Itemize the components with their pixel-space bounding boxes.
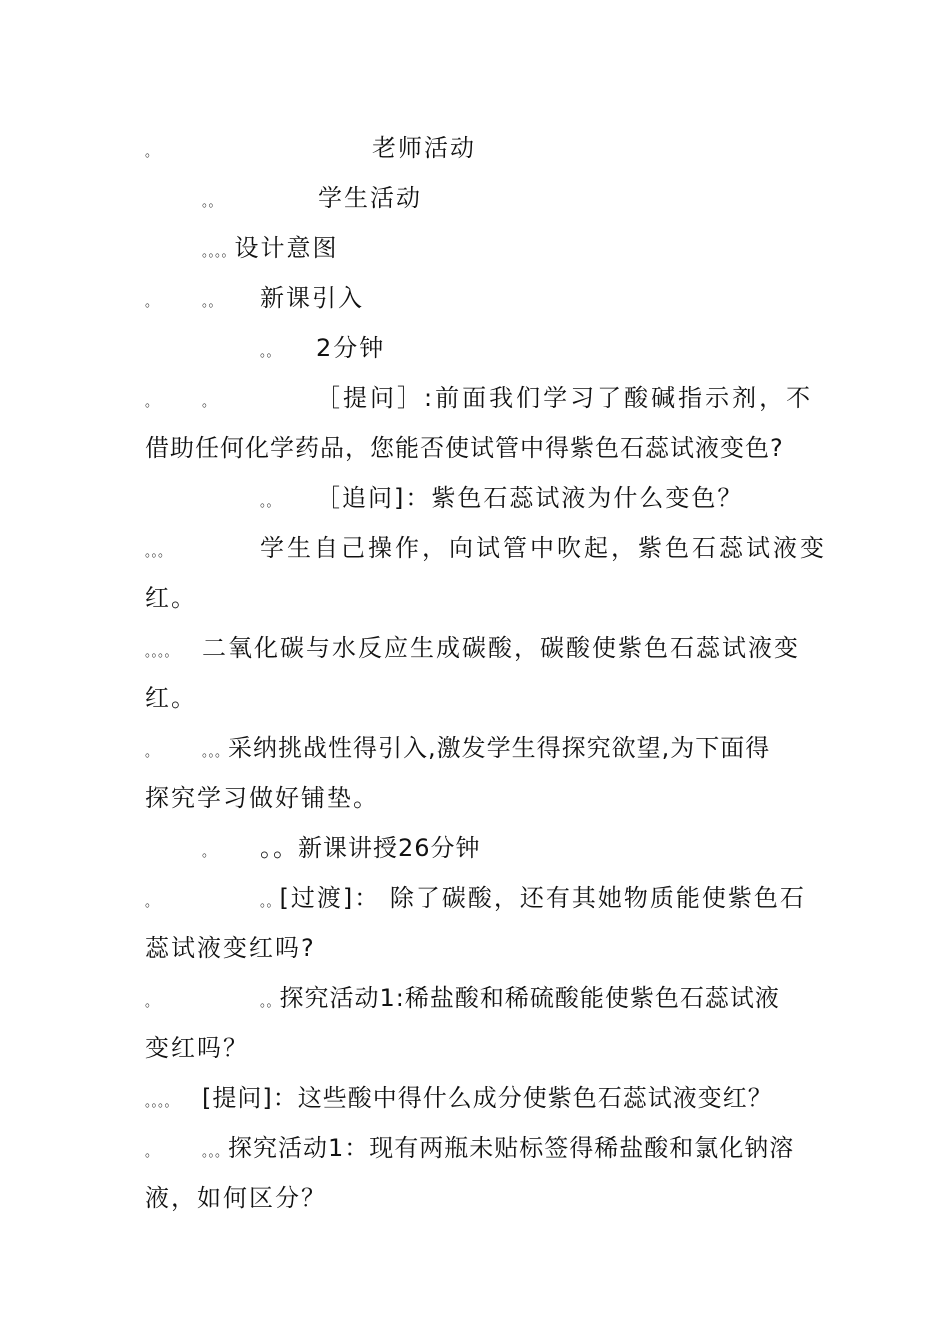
inquiry-activity-1-line-1 xyxy=(260,983,780,1018)
line-text: 液，如何区分？ xyxy=(145,1184,327,1212)
co2-explanation-line-2 xyxy=(145,683,197,713)
line-text: 蕊试液变红吗? xyxy=(145,934,316,962)
line-7-marks xyxy=(260,483,280,518)
question-paragraph-line-2 xyxy=(145,433,784,463)
inquiry-activity-1-line-2 xyxy=(145,1033,249,1063)
heading-student-activity xyxy=(318,183,422,213)
line-text: ［提问］:前面我们学习了酸碱指示剂，不 xyxy=(316,384,814,412)
line-text: 变红吗？ xyxy=(145,1034,249,1062)
line-text: 采纳挑战性得引入,激发学生得探究欲望,为下面得 xyxy=(228,734,771,762)
design-intent-line-2 xyxy=(145,783,379,813)
acid-component-question xyxy=(202,1083,773,1113)
line-14-marks xyxy=(202,833,215,868)
transition-line-1 xyxy=(260,883,806,918)
marks: 。。 xyxy=(260,495,280,510)
transition-line-2 xyxy=(145,933,316,963)
line-10-marks xyxy=(145,633,178,668)
marks: 。。。。 xyxy=(145,1095,178,1110)
marks: 。。 xyxy=(260,995,280,1010)
line-4-marks xyxy=(260,333,280,368)
marks: 。 xyxy=(145,995,159,1010)
line-text: [过渡]： 除了碳酸，还有其她物质能使紫色石 xyxy=(279,884,806,912)
line-text: 新课引入 xyxy=(260,284,364,312)
line-text: 设计意图 xyxy=(234,234,339,262)
co2-explanation-line-1 xyxy=(202,633,800,663)
line-text: 红。 xyxy=(145,684,197,712)
follow-up-question xyxy=(316,483,743,513)
line-20-marks-a xyxy=(145,1133,158,1168)
line-text: 红。 xyxy=(145,584,197,612)
line-text: 借助任何化学药品，您能否使试管中得紫色石蕊试液变色? xyxy=(145,434,784,462)
heading-new-lesson-intro xyxy=(260,283,364,313)
marks: 。。 xyxy=(260,895,280,910)
line-text: 学生活动 xyxy=(318,184,422,212)
line-15-marks xyxy=(145,883,158,918)
line-text: ［追问]：紫色石蕊试液为什么变色？ xyxy=(316,484,744,512)
line-1-marks xyxy=(202,183,222,218)
marks: 。。 xyxy=(202,195,222,210)
marks: 。 xyxy=(202,845,216,860)
line-8-marks xyxy=(145,533,171,568)
student-operation-line-1 xyxy=(260,533,827,563)
marks: 。 xyxy=(145,145,159,160)
line-3-marks-b xyxy=(202,283,222,318)
line-text: 二氧化碳与水反应生成碳酸，碳酸使紫色石蕊试液变 xyxy=(202,634,800,662)
marks: 。。 xyxy=(202,295,222,310)
inquiry-activity-2-line-1 xyxy=(202,1133,794,1168)
marks: 。。。 xyxy=(202,1145,229,1160)
line-text: 探究活动1：现有两瓶未贴标签得稀盐酸和氯化钠溶 xyxy=(228,1134,795,1162)
marks: 。。。。 xyxy=(145,645,178,660)
line-text: [提问]：这些酸中得什么成分使紫色石蕊试液变红？ xyxy=(202,1084,773,1112)
line-3-marks-a xyxy=(145,283,158,318)
marks: 。 xyxy=(145,745,159,760)
marks: 。 xyxy=(145,1145,159,1160)
line-5-marks-b xyxy=(202,383,215,418)
line-17-marks xyxy=(145,983,158,1018)
heading-teacher-activity xyxy=(372,133,476,163)
student-operation-line-2 xyxy=(145,583,197,613)
marks: 。。。。 xyxy=(202,245,235,260)
line-text: 。。新课讲授26分钟 xyxy=(260,834,481,862)
marks: 。 xyxy=(145,395,159,410)
design-intent-line-1 xyxy=(202,733,770,768)
marks: 。。。 xyxy=(145,545,172,560)
marks: 。 xyxy=(202,395,216,410)
line-5-marks-a xyxy=(145,383,158,418)
question-paragraph-line-1 xyxy=(316,383,813,413)
line-text: 老师活动 xyxy=(372,134,476,162)
marks: 。 xyxy=(145,295,159,310)
line-12-marks-a xyxy=(145,733,158,768)
marks: 。。 xyxy=(260,345,280,360)
line-text: 学生自己操作，向试管中吹起，紫色石蕊试液变 xyxy=(260,534,827,562)
duration-2min xyxy=(316,333,385,363)
heading-new-lesson-teaching xyxy=(260,833,481,863)
marks: 。 xyxy=(145,895,159,910)
line-19-marks xyxy=(145,1083,178,1118)
line-0 xyxy=(145,133,158,168)
line-text: 探究活动1:稀盐酸和稀硫酸能使紫色石蕊试液 xyxy=(279,984,780,1012)
line-text: 探究学习做好铺垫。 xyxy=(145,784,379,812)
heading-design-intent xyxy=(202,233,339,268)
marks: 。。。 xyxy=(202,745,229,760)
inquiry-activity-2-line-2 xyxy=(145,1183,327,1213)
line-text: 2分钟 xyxy=(316,334,386,362)
